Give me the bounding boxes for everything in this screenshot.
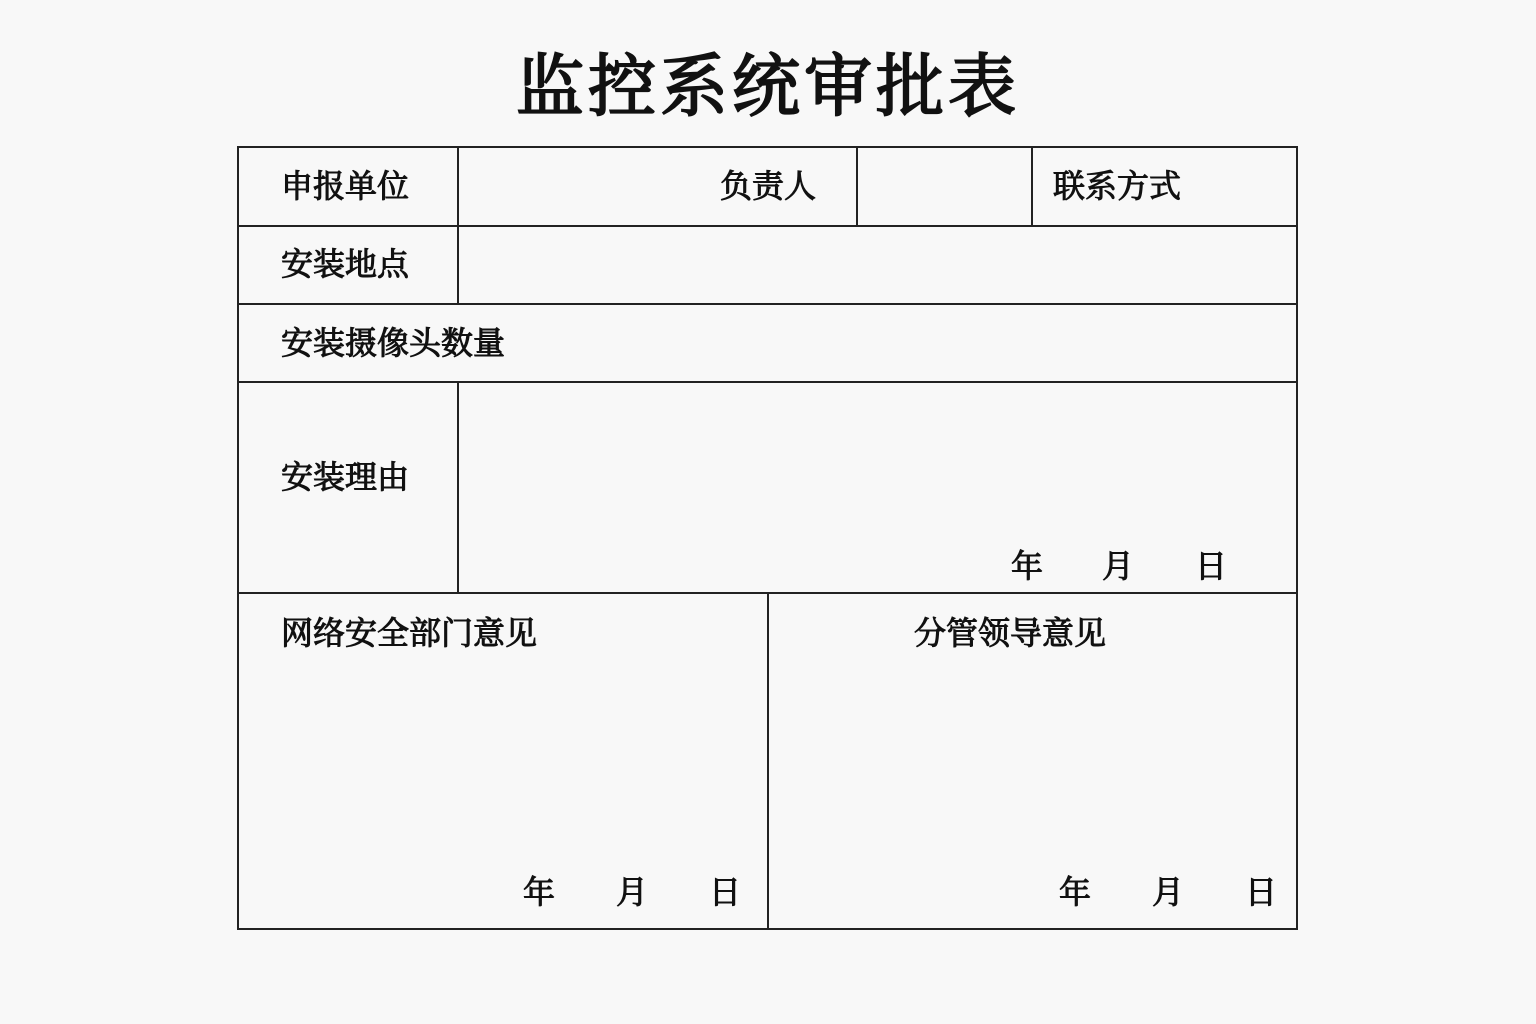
security-dept-opinion-label: 网络安全部门意见: [281, 614, 538, 652]
reason-field[interactable]: [461, 385, 1294, 590]
leader-opinion-label: 分管领导意见: [914, 614, 1107, 652]
security-dept-opinion-field[interactable]: [241, 658, 765, 858]
location-label: 安装地点: [281, 245, 410, 283]
form-title: 监控系统审批表: [515, 48, 1020, 127]
contact-label: 联系方式: [1053, 167, 1182, 205]
camera-count-field[interactable]: [539, 307, 1294, 379]
leader-opinion-field[interactable]: [771, 658, 1294, 858]
label-column-divider-reason: [457, 381, 459, 592]
reason-date-year: 年: [1011, 547, 1044, 585]
unit-label: 申报单位: [281, 167, 410, 205]
camera-count-label: 安装摄像头数量: [281, 324, 506, 362]
row-divider-3: [239, 381, 1296, 383]
reason-label: 安装理由: [281, 458, 410, 496]
reason-date-month: 月: [1102, 547, 1135, 585]
contact-field[interactable]: [1199, 150, 1294, 223]
leader-date-day: 日: [1245, 873, 1278, 911]
label-column-divider-top: [457, 148, 459, 303]
leader-date-month: 月: [1152, 873, 1185, 911]
owner-value-divider: [856, 148, 858, 225]
unit-field[interactable]: [461, 150, 721, 223]
security-date-year: 年: [523, 873, 556, 911]
reason-date-day: 日: [1195, 547, 1228, 585]
contact-label-divider: [1031, 148, 1033, 225]
security-date-month: 月: [616, 873, 649, 911]
location-field[interactable]: [461, 229, 1294, 301]
row-divider-1: [239, 225, 1296, 227]
security-date-day: 日: [709, 873, 742, 911]
owner-field[interactable]: [860, 150, 1029, 223]
approval-form-table: [237, 146, 1298, 930]
leader-date-year: 年: [1059, 873, 1092, 911]
row-divider-2: [239, 303, 1296, 305]
opinion-column-divider: [767, 592, 769, 930]
owner-label: 负责人: [720, 167, 817, 205]
